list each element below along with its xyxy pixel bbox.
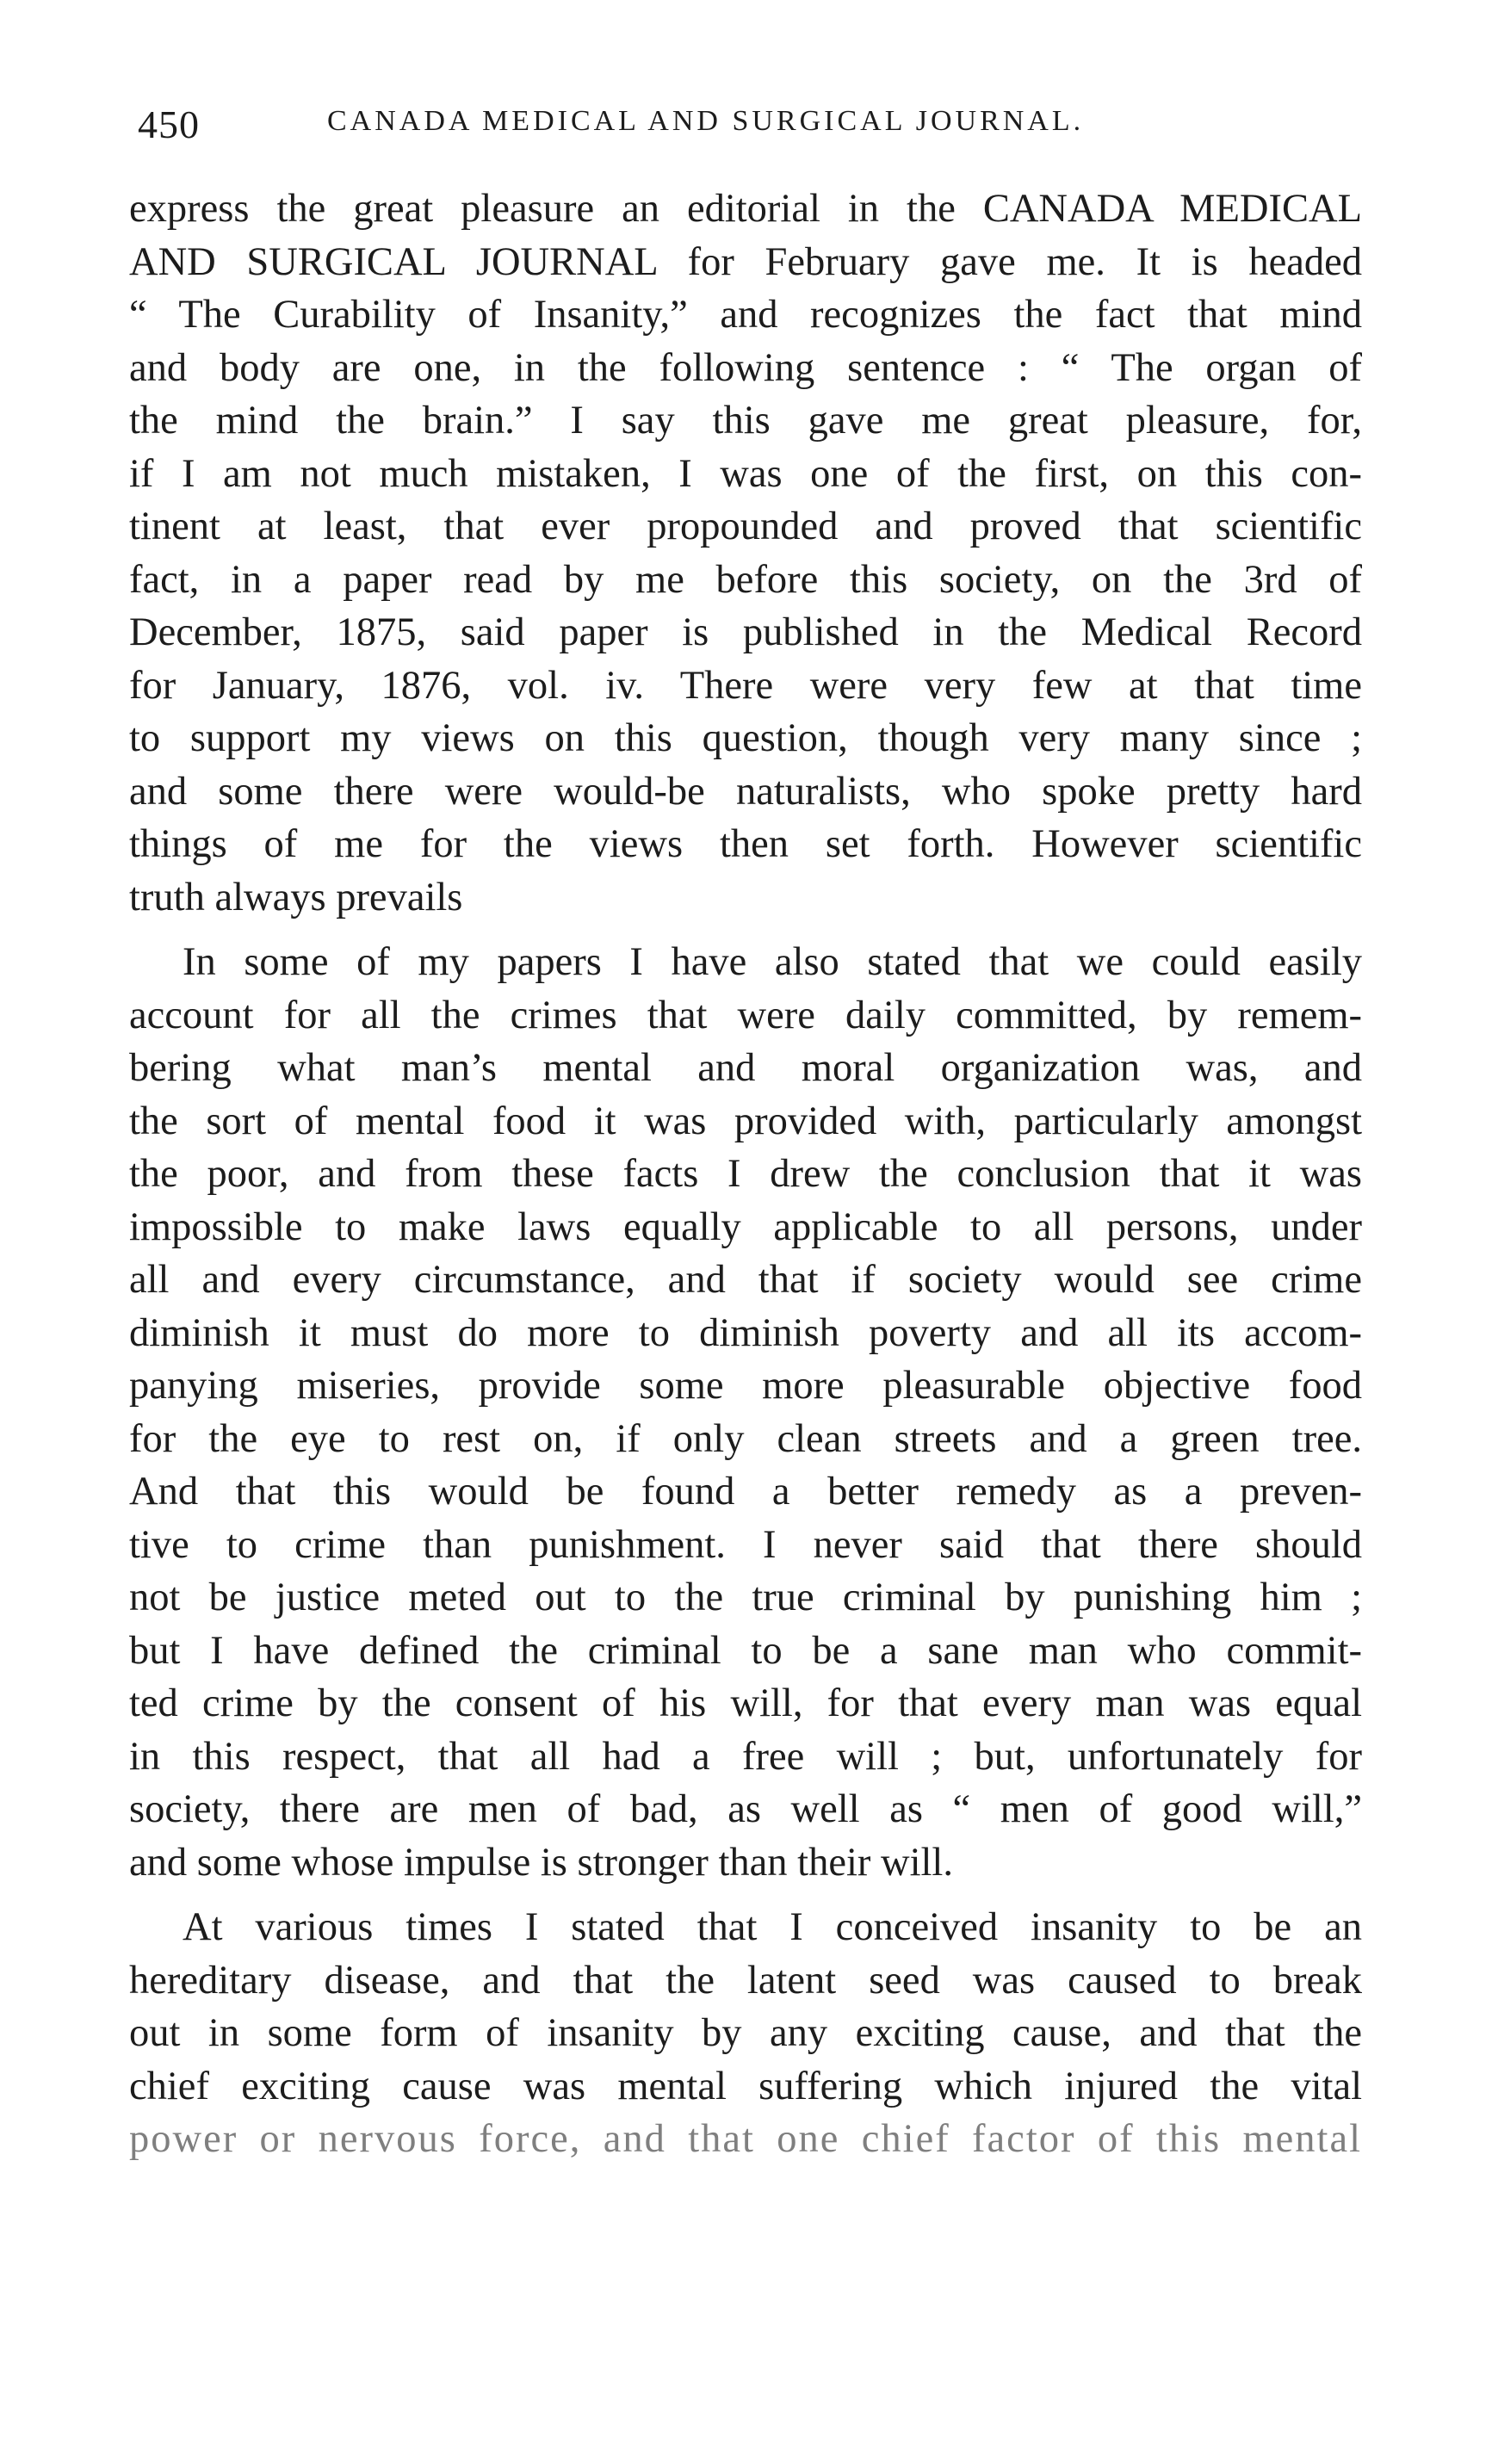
body-text (129, 183, 1362, 2166)
page-number: 450 (138, 102, 200, 146)
text-line: impossible to make laws equally applicable to all persons, under (129, 1204, 1362, 1249)
text-line: society, there are men of bad, as well as “ men of good will,” (129, 1787, 1362, 1831)
text-line: tinent at least, that ever propounded and proved that scientific (129, 505, 1362, 548)
text-line: account for all the crimes that were daily committed, by remem- (129, 993, 1362, 1037)
text-line: the mind the brain.” I say this gave me great pleasure, for, (129, 399, 1362, 443)
text-line: if I am not much mistaken, I was one of the first, on this con- (129, 451, 1362, 496)
text-line: ted crime by the consent of his will, for that every man was equal (129, 1681, 1362, 1725)
text-line: “ The Curability of Insanity,” and recognizes the fact that mind (129, 293, 1362, 337)
text-line: AND SURGICAL JOURNAL for February gave me. It is headed (129, 239, 1362, 284)
text-line: bering what man’s mental and moral organization was, and (129, 1046, 1362, 1090)
text-line: chief exciting cause was mental suffering which injured the vital (129, 2064, 1362, 2108)
text-line: in this respect, that all had a free will ; but, unfortunately for (129, 1734, 1362, 1779)
text-line: And that this would be found a better remedy as a preven- (129, 1470, 1362, 1514)
text-line: In some of my papers I have also stated that we could easily (183, 940, 1362, 984)
text-line: but I have defined the criminal to be a sane man who commit- (129, 1628, 1362, 1673)
text-line: December, 1875, said paper is published in the Medical Record (129, 610, 1362, 654)
paragraph (129, 936, 1362, 1889)
text-line: fact, in a paper read by me before this society, on the 3rd of (129, 557, 1362, 602)
text-line: panying miseries, provide some more pleasurable objective food (129, 1364, 1362, 1408)
journal-title: CANADA MEDICAL AND SURGICAL JOURNAL. (327, 105, 1085, 137)
text-line: not be justice meted out to the true criminal by punishing him ; (129, 1576, 1362, 1619)
text-line: out in some form of insanity by any exciting cause, and that the (129, 2011, 1362, 2055)
text-line: express the great pleasure an editorial in the CANADA MEDICAL (129, 187, 1362, 231)
text-line: hereditary disease, and that the latent seed was caused to break (129, 1958, 1362, 2003)
text-line: for January, 1876, vol. iv. There were very few at that time (129, 663, 1362, 708)
paragraph (129, 1901, 1362, 2166)
text-line: things of me for the views then set forth. However scientific (129, 822, 1362, 866)
text-line: tive to crime than punishment. I never said that there should (129, 1522, 1362, 1567)
paragraph (129, 183, 1362, 924)
text-line: and some whose impulse is stronger than their will. (129, 1840, 953, 1885)
text-line: the poor, and from these facts I drew the conclusion that it was (129, 1152, 1362, 1196)
text-line: diminish it must do more to diminish poverty and all its accom- (129, 1310, 1362, 1355)
text-line: truth always prevails (129, 875, 463, 919)
running-head (138, 102, 1363, 162)
text-line: for the eye to rest on, if only clean streets and a green tree. (129, 1416, 1362, 1461)
text-line: the sort of mental food it was provided with, particularly amongst (129, 1099, 1362, 1143)
text-line: At various times I stated that I conceived insanity to be an (183, 1905, 1362, 1949)
text-line: power or nervous force, and that one chief factor of this mental (129, 2117, 1362, 2161)
text-line: to support my views on this question, though very many since ; (129, 716, 1362, 760)
text-line: and body are one, in the following sentence : “ The organ of (129, 345, 1362, 390)
text-line: all and every circumstance, and that if society would see crime (129, 1258, 1362, 1302)
text-line: and some there were would-be naturalists, who spoke pretty hard (129, 769, 1362, 814)
